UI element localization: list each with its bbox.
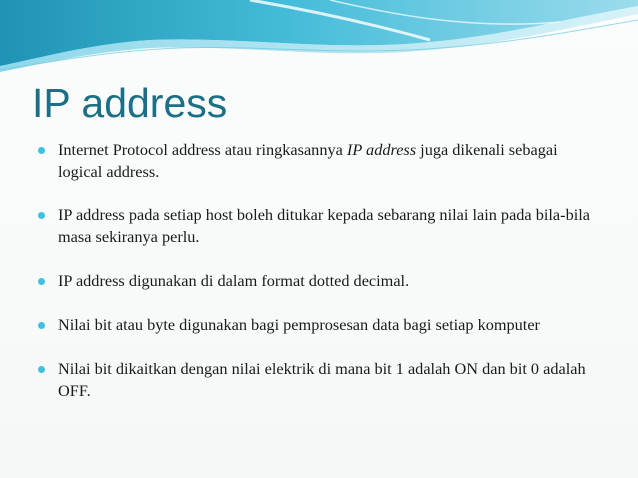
bullet-text: IP address digunakan di dalam format dotted decimal. xyxy=(58,271,410,290)
bullet-text: Nilai bit atau byte digunakan bagi pemprosesan data bagi setiap komputer xyxy=(58,315,540,334)
bullet-item xyxy=(36,204,596,248)
bullet-text: Nilai bit dikaitkan dengan nilai elektrik di mana bit 1 adalah ON dan bit 0 adalah OFF. xyxy=(58,359,586,400)
bullet-list xyxy=(36,139,596,422)
bullet-item xyxy=(36,358,596,402)
bullet-icon xyxy=(38,147,45,154)
bullet-icon xyxy=(38,322,45,329)
bullet-text-before: Internet Protocol address atau ringkasannya xyxy=(58,140,347,159)
bullet-text: IP address pada setiap host boleh ditukar kepada sebarang nilai lain pada bila-bila masa sekiranya perlu. xyxy=(58,205,590,246)
slide-title: IP address xyxy=(32,80,228,126)
bullet-text-after: juga dikenali sebagai logical address. xyxy=(58,140,558,181)
bullet-icon xyxy=(38,366,45,373)
bullet-item xyxy=(36,139,596,183)
bullet-item xyxy=(36,270,596,292)
header-wave-graphic xyxy=(0,0,638,80)
bullet-text-emphasis: IP address xyxy=(346,140,417,159)
bullet-item xyxy=(36,314,596,336)
bullet-icon xyxy=(38,212,45,219)
bullet-icon xyxy=(38,278,45,285)
